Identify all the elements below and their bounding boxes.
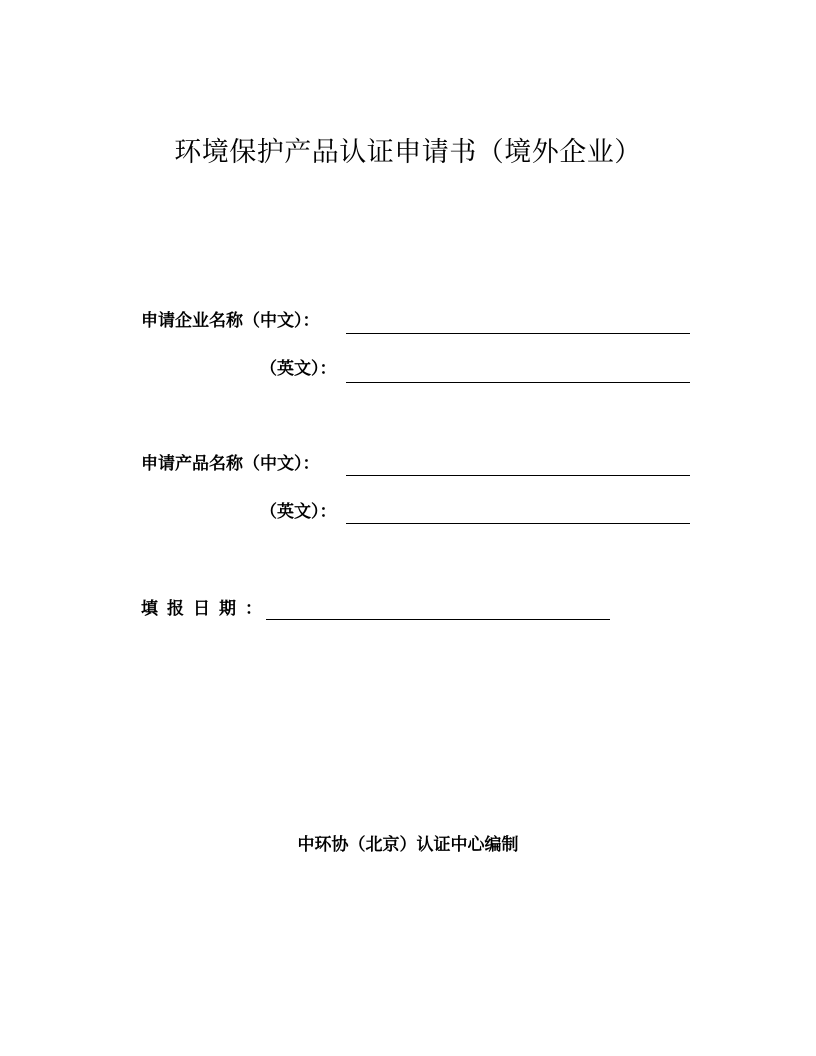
date-field[interactable] bbox=[266, 619, 610, 620]
company-name-cn-label: 申请企业名称（中文）： bbox=[141, 311, 320, 331]
date-label: 填报日期： bbox=[141, 599, 271, 619]
company-name-en-field[interactable] bbox=[346, 382, 690, 383]
product-name-en-label: （英文）： bbox=[260, 502, 337, 522]
company-name-en-label: （英文）： bbox=[260, 359, 337, 379]
product-name-cn-field[interactable] bbox=[346, 475, 690, 476]
footer-issuer: 中环协（北京）认证中心编制 bbox=[297, 835, 519, 855]
document-title: 环境保护产品认证申请书（境外企业） bbox=[174, 137, 642, 168]
product-name-cn-label: 申请产品名称（中文）： bbox=[141, 454, 320, 474]
product-name-en-field[interactable] bbox=[346, 523, 690, 524]
company-name-cn-field[interactable] bbox=[346, 333, 690, 334]
